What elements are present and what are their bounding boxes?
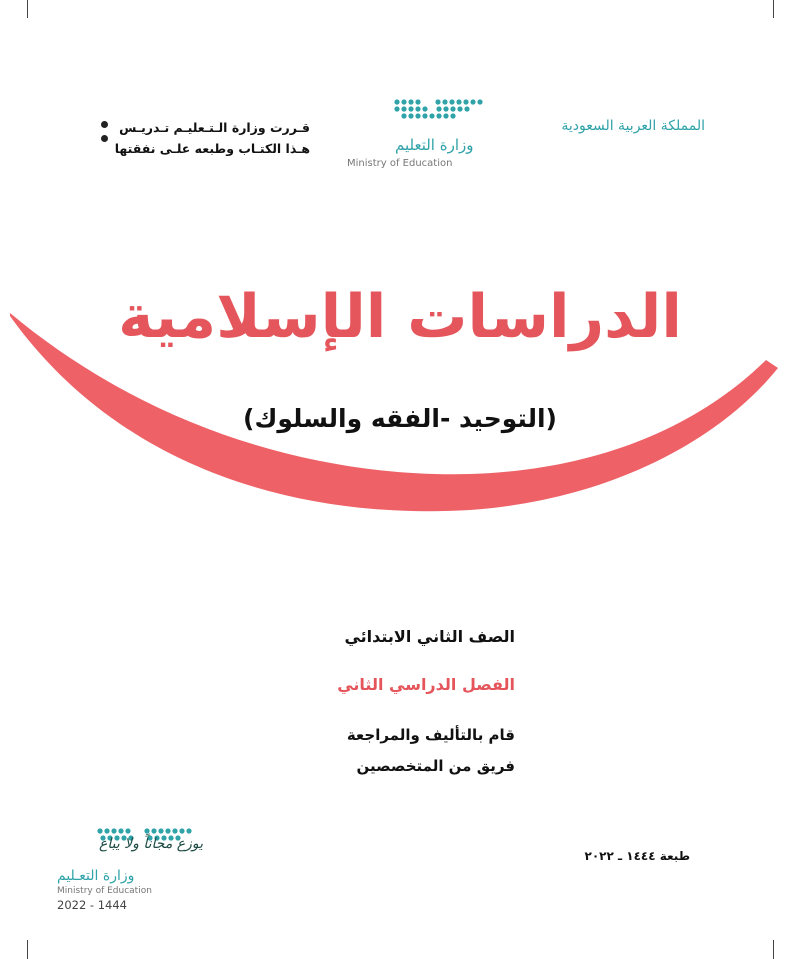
book-title: الدراسات الإسلامية bbox=[118, 282, 682, 352]
footer-ministry-name-en: Ministry of Education bbox=[57, 886, 152, 896]
ministry-name-ar: وزارة التعليم bbox=[395, 136, 474, 154]
edition-label: طبعة ١٤٤٤ ـ ٢٠٢٢ bbox=[584, 849, 690, 863]
footer-ministry-name-ar: وزارة التعـليم bbox=[57, 868, 135, 884]
footer-year: 2022 - 1444 bbox=[57, 898, 127, 912]
free-distribution-text: يوزع مجاناً ولا يباع bbox=[98, 836, 204, 852]
ministry-name-en: Ministry of Education bbox=[347, 158, 453, 169]
decree-line-1: قـررت وزارة الـتـعليـم تـدريـس bbox=[119, 120, 310, 135]
bullet-icon bbox=[101, 135, 108, 142]
team-label: فريق من المتخصصين bbox=[356, 757, 515, 775]
authored-by-label: قام بالتأليف والمراجعة bbox=[346, 726, 515, 744]
book-subtitle: (التوحيد -الفقه والسلوك) bbox=[243, 404, 557, 433]
kingdom-label: المملكة العربية السعودية bbox=[561, 118, 705, 134]
decree-bullets bbox=[101, 121, 110, 148]
decree-line-2: هـذا الكتـاب وطبعه علـى نفقتها bbox=[114, 141, 310, 156]
grade-label: الصف الثاني الابتدائي bbox=[344, 627, 515, 646]
decree-text bbox=[100, 117, 310, 159]
semester-label: الفصل الدراسي الثاني bbox=[337, 675, 515, 694]
bullet-icon bbox=[101, 121, 108, 128]
